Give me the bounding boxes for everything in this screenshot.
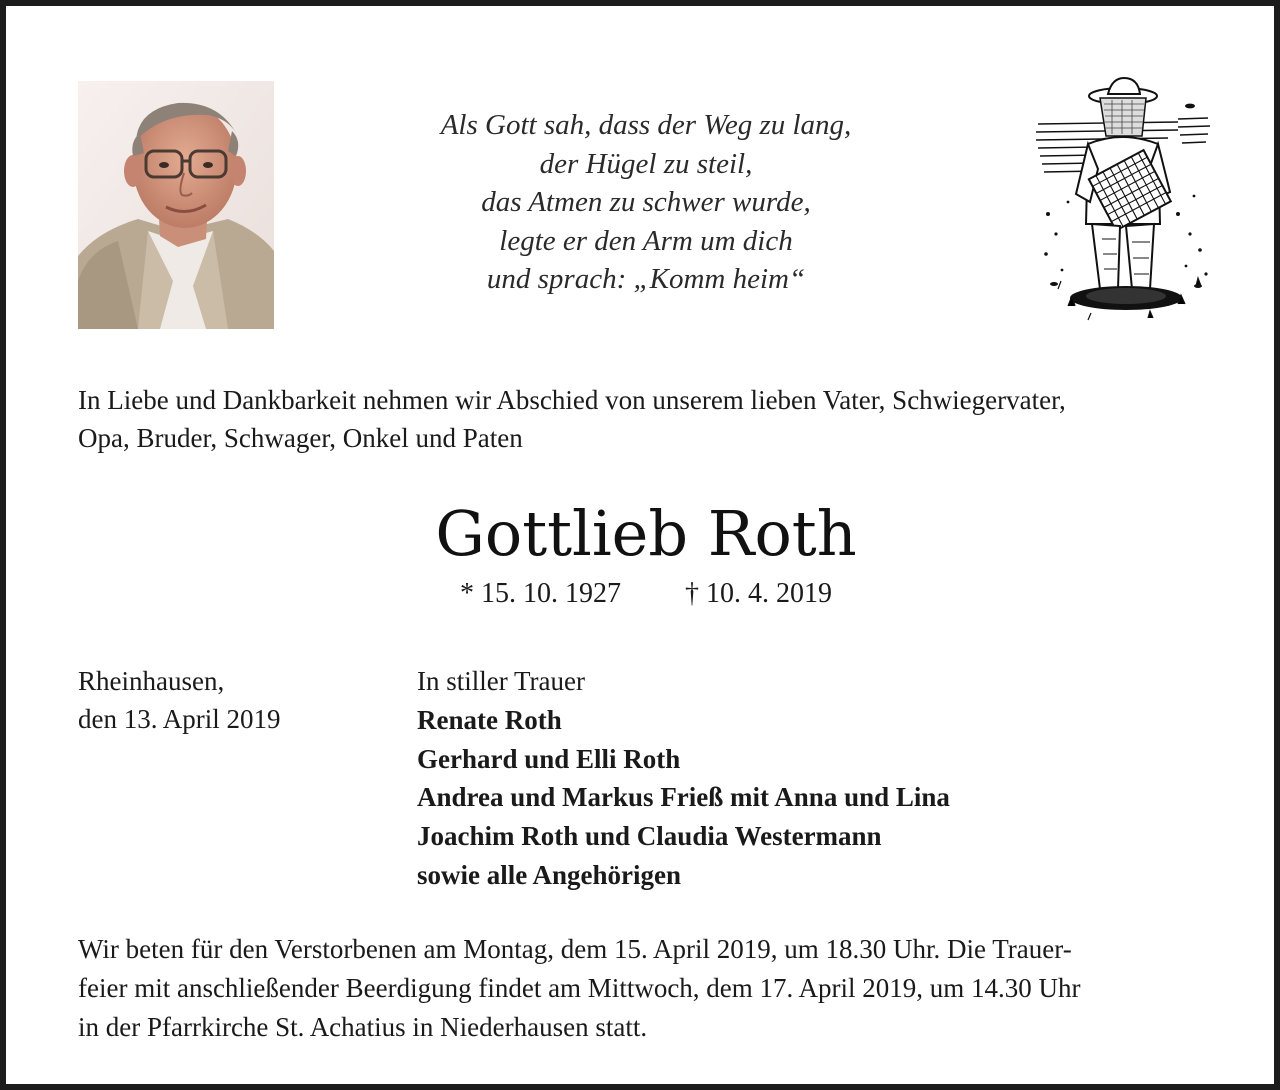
life-dates xyxy=(246,576,1046,612)
mourners-list xyxy=(417,662,1237,895)
mourner-name: Gerhard und Elli Roth xyxy=(417,743,681,774)
beekeeper-illustration xyxy=(1028,74,1224,342)
mourner-name: Joachim Roth und Claudia Westermann xyxy=(417,821,882,852)
poem-line: und sprach: „Komm heim“ xyxy=(486,263,806,295)
death-date: † 10. 4. 2019 xyxy=(685,578,832,609)
mourners-heading: In stiller Trauer xyxy=(417,666,585,696)
notice-line: feier mit anschließender Beerdigung findet am Mittwoch, dem 17. April 2019, um 14.30 Uhr xyxy=(78,973,1081,1003)
birth-date: * 15. 10. 1927 xyxy=(460,578,621,609)
deceased-name: Gottlieb Roth xyxy=(435,497,857,570)
intro-text xyxy=(78,381,1228,457)
mourner-name: Renate Roth xyxy=(417,704,562,735)
mourner-name: sowie alle Angehörigen xyxy=(417,859,681,890)
memorial-poem xyxy=(366,106,926,299)
poem-line: Als Gott sah, dass der Weg zu lang, xyxy=(440,109,852,141)
place-and-date xyxy=(78,662,398,738)
notice-line: Wir beten für den Verstorbenen am Montag, dem 15. April 2019, um 18.30 Uhr. Die Trauer- xyxy=(78,934,1072,964)
poem-line: der Hügel zu steil, xyxy=(539,147,753,180)
portrait-photo xyxy=(78,81,274,329)
poem-line: das Atmen zu schwer wurde, xyxy=(481,186,811,218)
intro-line: Opa, Bruder, Schwager, Onkel und Paten xyxy=(78,423,523,453)
notice-line: in der Pfarrkirche St. Achatius in Niederhausen statt. xyxy=(78,1012,648,1042)
poem-line: legte er den Arm um dich xyxy=(499,224,793,257)
intro-line: In Liebe und Dankbarkeit nehmen wir Abschied von unserem lieben Vater, Schwiegervater, xyxy=(78,385,1066,415)
notice-date: den 13. April 2019 xyxy=(78,704,281,734)
mourner-name: Andrea und Markus Frieß mit Anna und Lina xyxy=(417,782,950,813)
place: Rheinhausen, xyxy=(78,666,225,696)
service-notice xyxy=(78,930,1228,1047)
